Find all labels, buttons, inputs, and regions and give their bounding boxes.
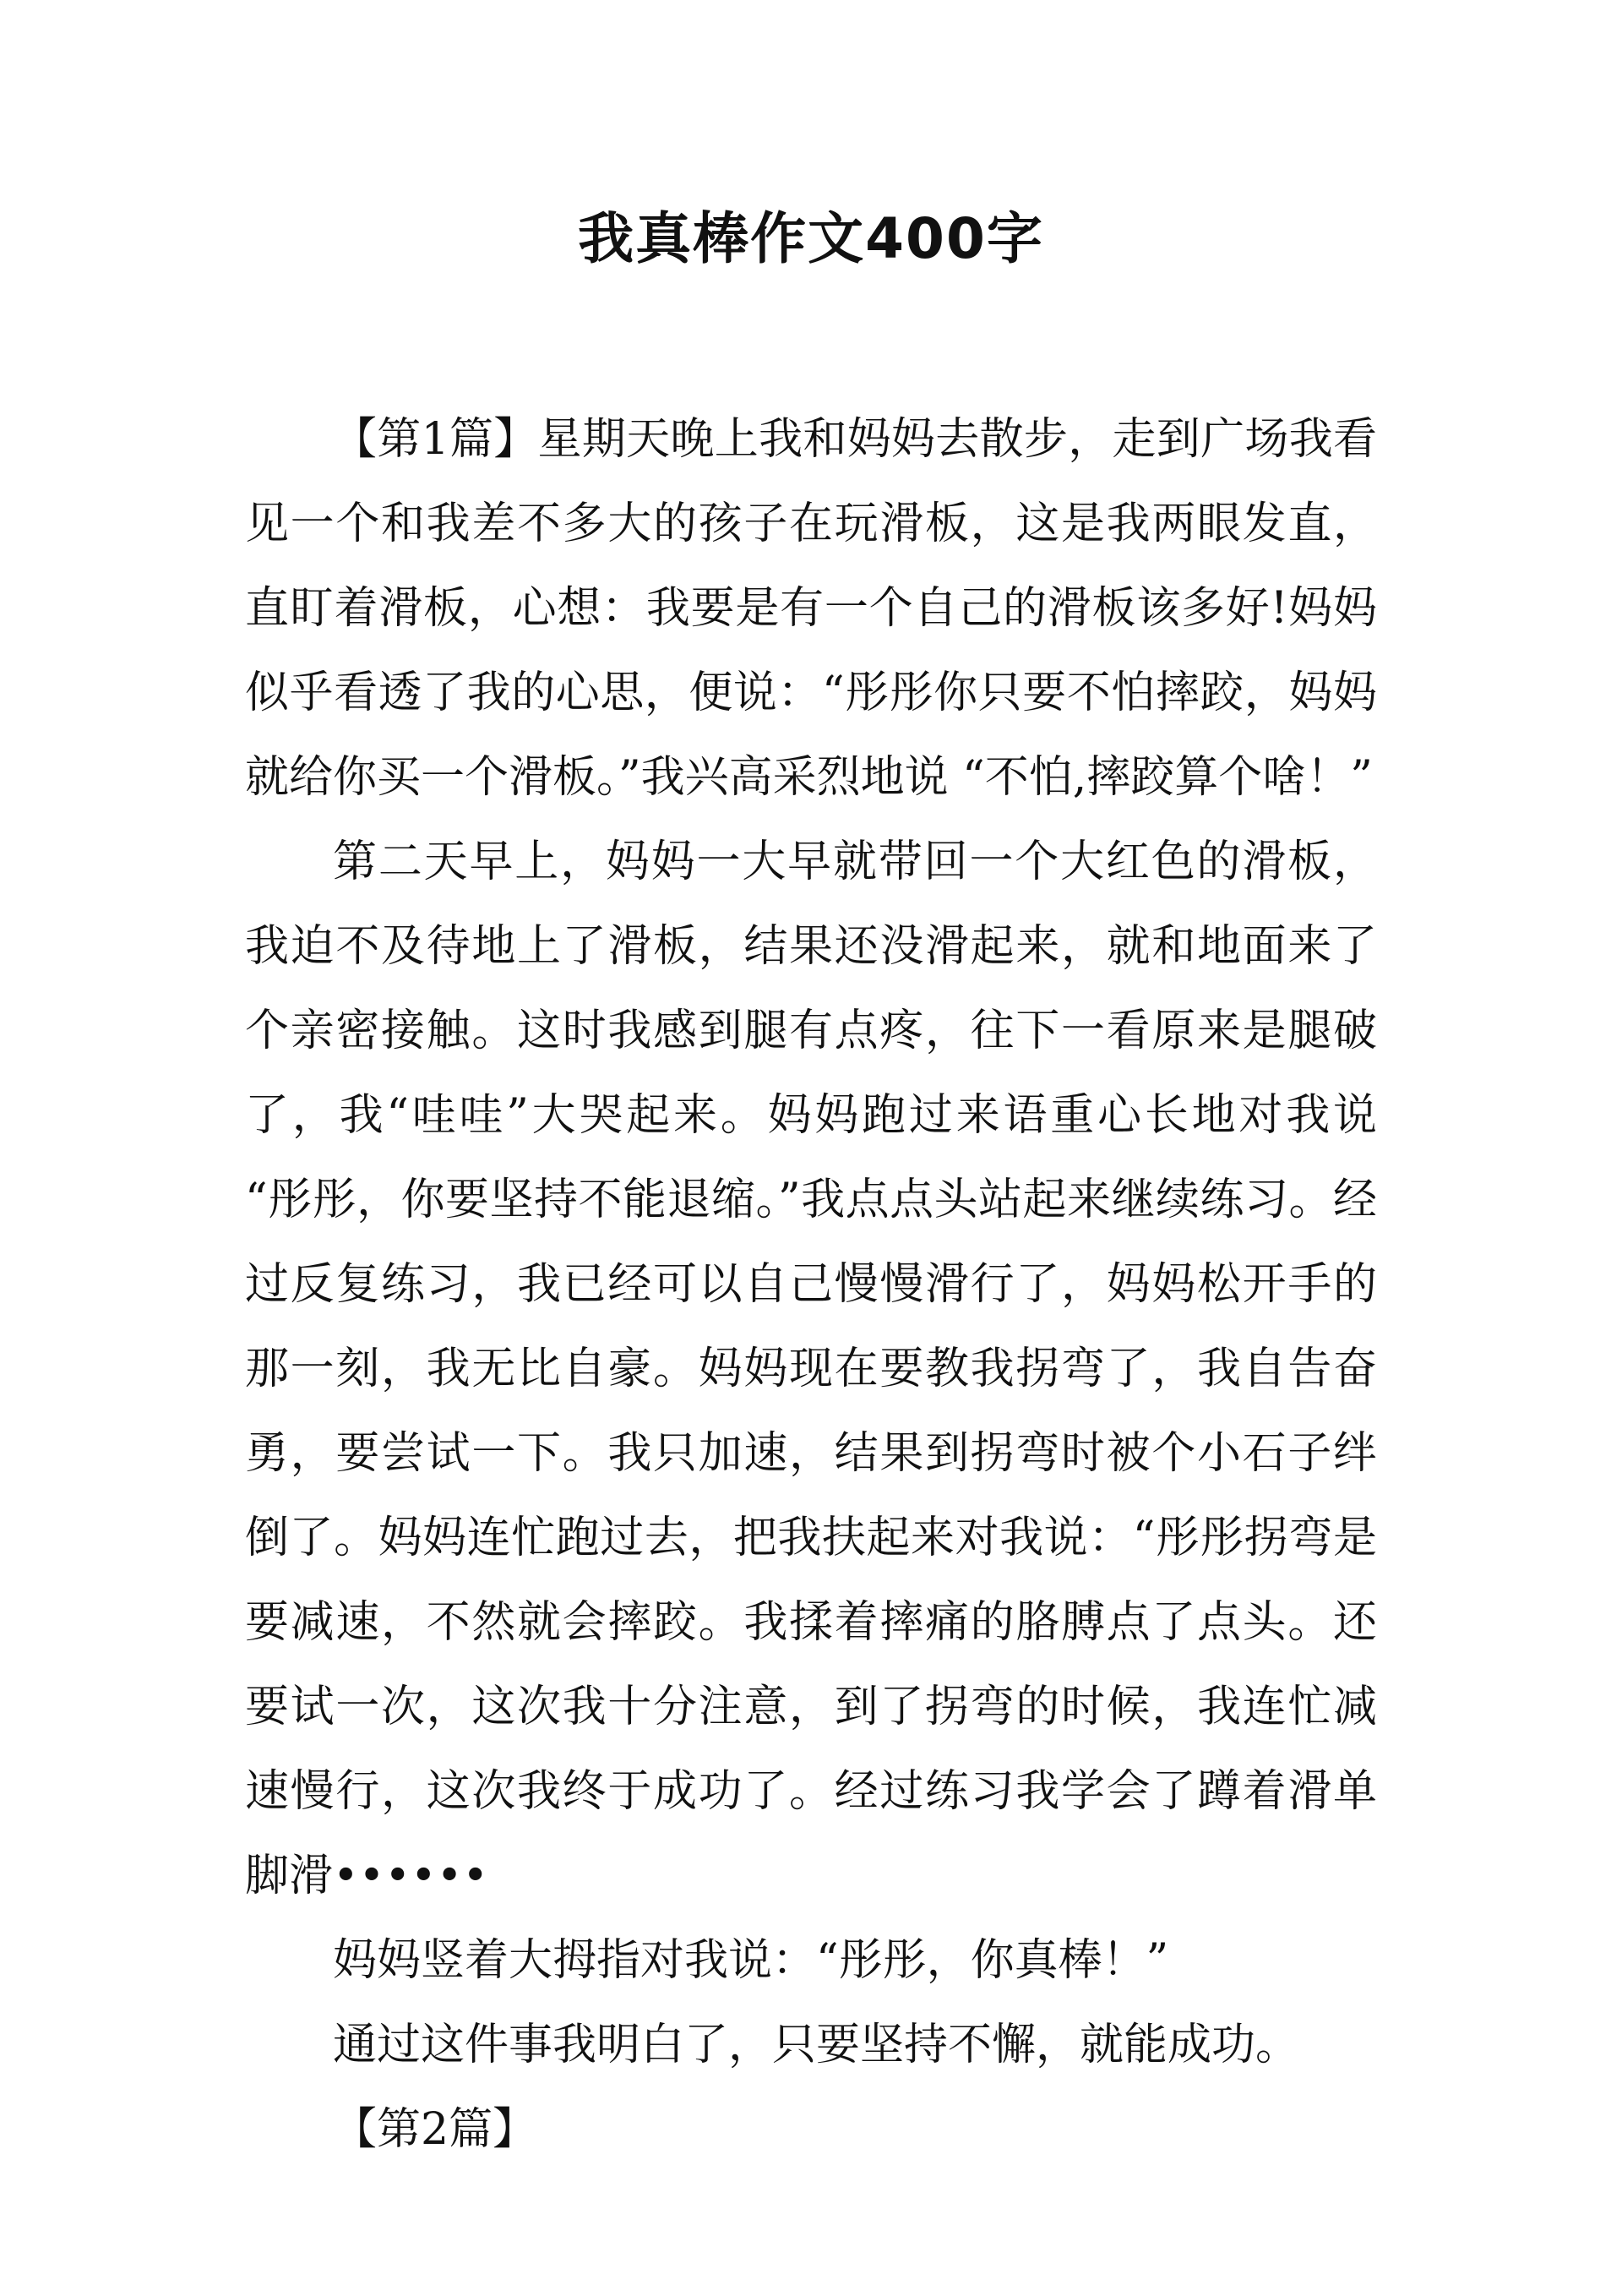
document-title: 我真棒作文400字 [578, 206, 1044, 271]
paragraph-2: 第二天早上，妈妈一大早就带回一个大红色的滑板，我迫不及待地上了滑板，结果还没滑起来，就和地面来了个亲密接触。这时我感到腿有点疼，往下一看原来是腿破了，我“哇哇”大哭起来。妈妈跑过来语重心长地对我说 “彤彤，你要坚持不能退缩。”我点点头站起来继续练习。经过反复练习，我已经可以自己慢慢滑行了，妈妈松开手的那一刻，我无比自豪。妈妈现在要教我拐弯了，我自告奋勇，要尝试一下。我只加速，结果到拐弯时被个小石子绊倒了。妈妈连忙跑过去，把我扶起来对我说：“彤彤拐弯是要减速，不然就会摔跤。我揉着摔痛的胳膊点了点头。还要试一次，这次我十分注意，到了拐弯的时候，我连忙减速慢行，这次我终于成功了。经过练习我学会了蹲着滑单脚滑•••••• [245, 837, 1377, 1901]
document-body [245, 397, 1377, 2172]
paragraph-4: 通过这件事我明白了，只要坚持不懈，就能成功。 [333, 2020, 1300, 2070]
paragraph-5-heading: 【第2篇】 [333, 2104, 537, 2155]
paragraph-3: 妈妈竖着大拇指对我说：“彤彤，你真棒！” [333, 1935, 1169, 1986]
paragraph-1: 【第1篇】星期天晚上我和妈妈去散步，走到广场我看见一个和我差不多大的孩子在玩滑板，这是我两眼发直，直盯着滑板，心想：我要是有一个自己的滑板该多好!妈妈似乎看透了我的心思，便说：“彤彤你只要不怕摔跤，妈妈就给你买一个滑板。”我兴高采烈地说 “不怕,摔跤算个啥！” [245, 414, 1377, 803]
